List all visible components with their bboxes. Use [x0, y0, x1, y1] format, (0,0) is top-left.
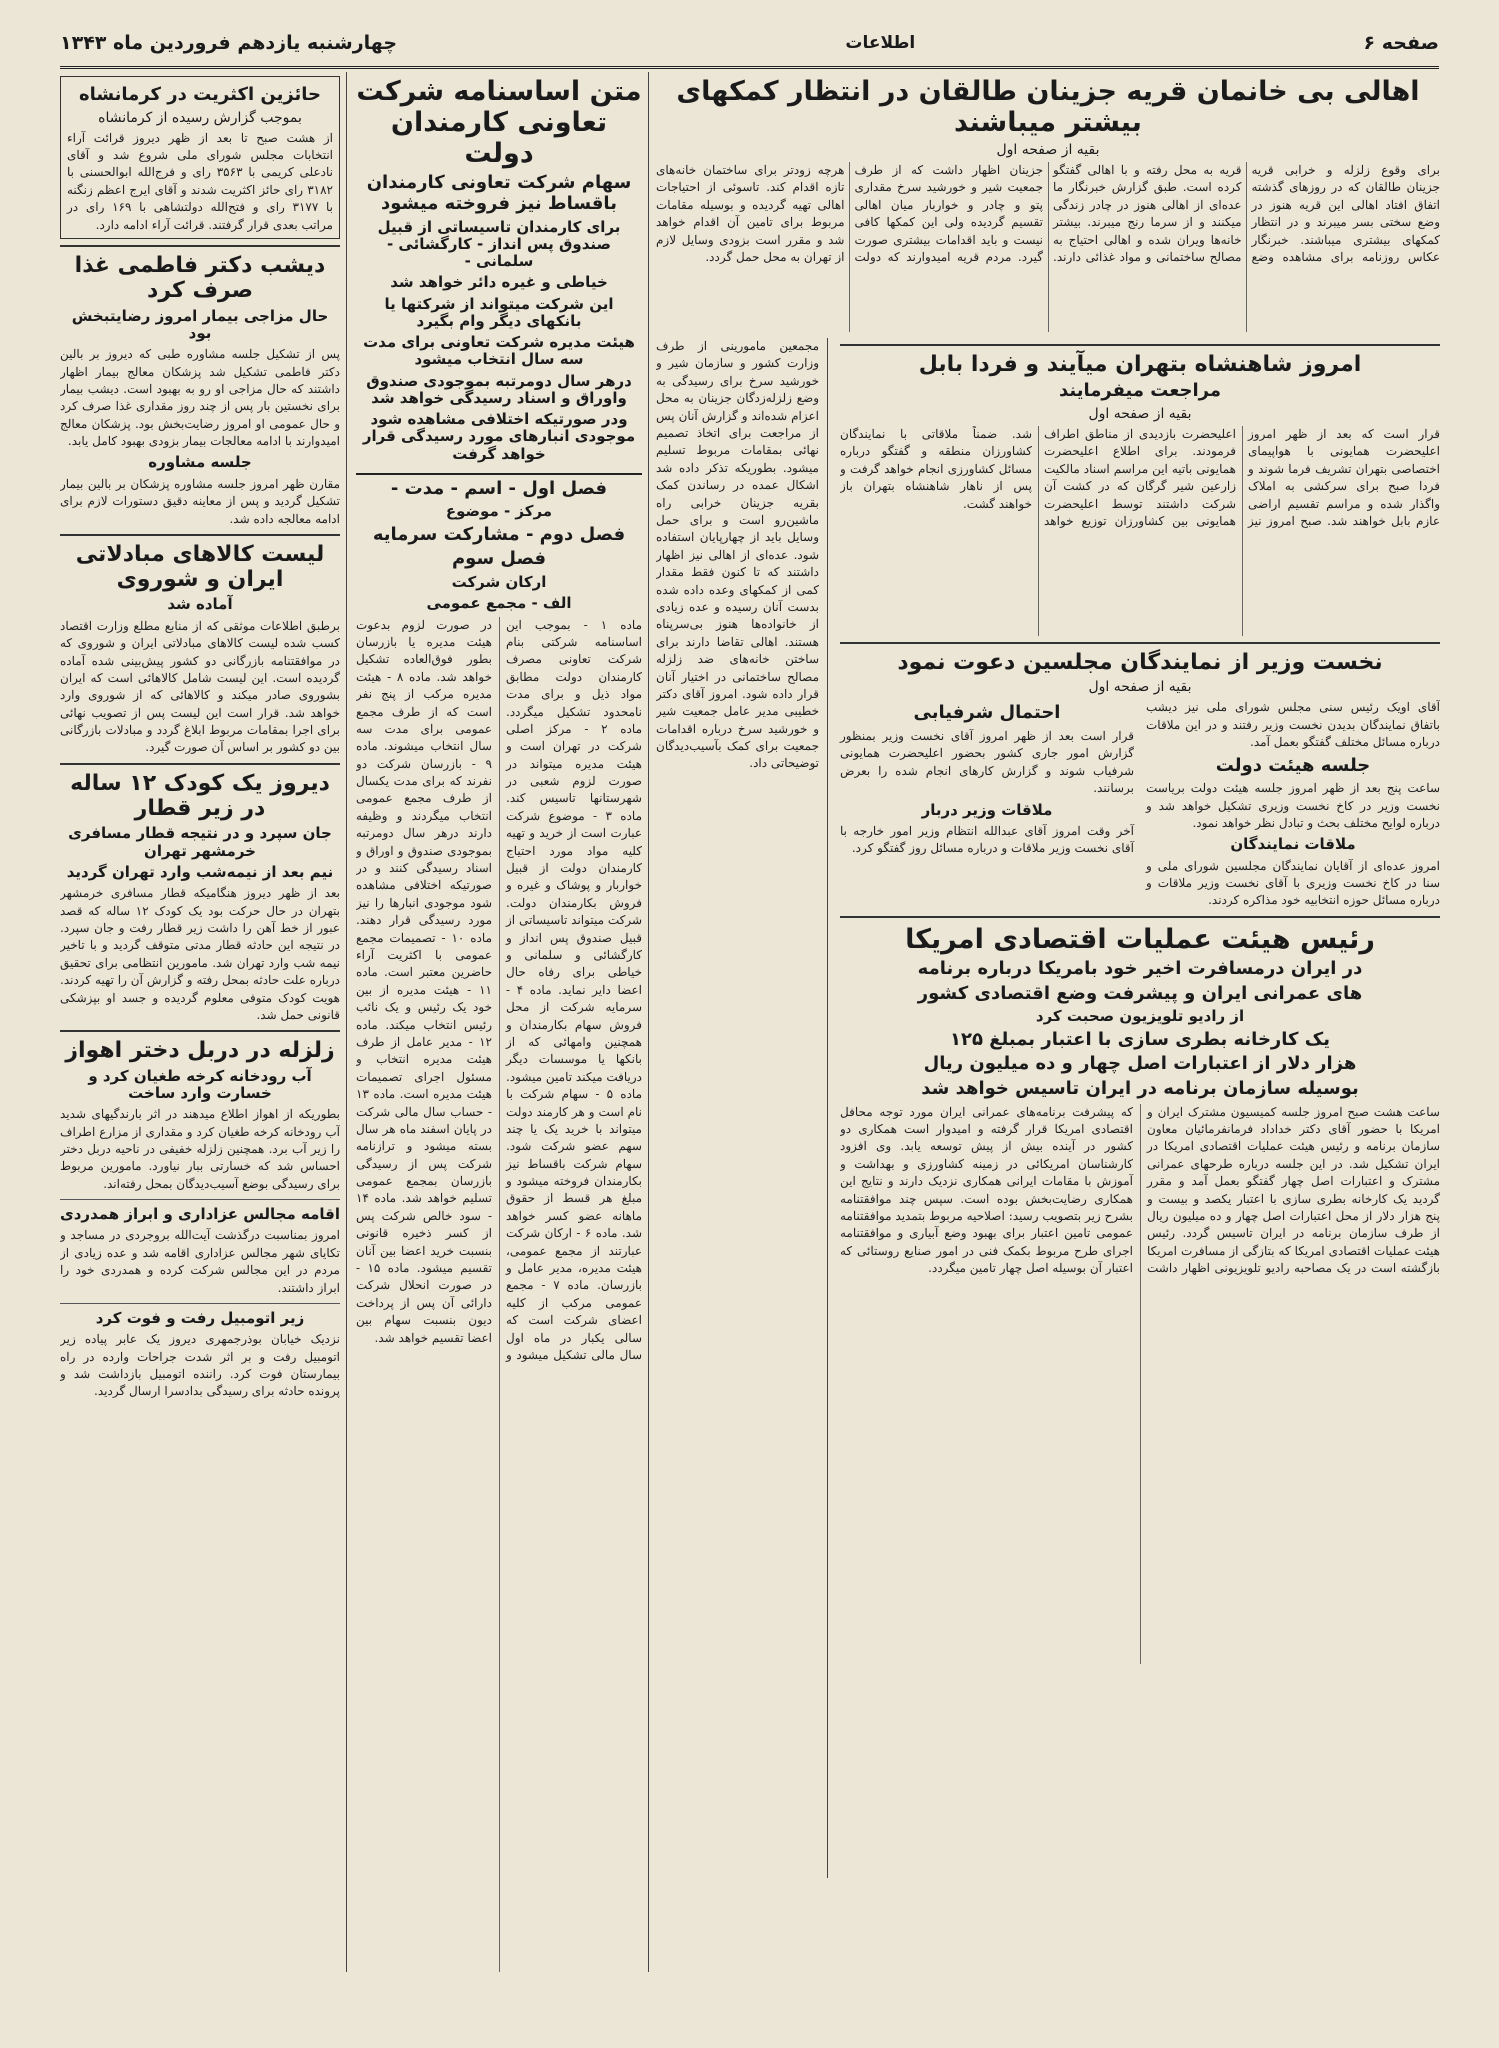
shah-continued: بقیه از صفحه اول	[1088, 406, 1192, 423]
coop-sub-3: خیاطی و غیره دائر خواهد شد	[390, 273, 608, 292]
fatemi-headline: دیشب دکتر فاطمی غذا صرف کرد	[74, 253, 326, 304]
bus-title: زیر اتومبیل رفت و فوت کرد	[95, 1308, 305, 1327]
usa-sub-6: بوسیله سازمان برنامه در ایران تاسیس خواهد شد	[921, 1077, 1359, 1099]
coop-sub-7: ودر صورتیکه اختلافی مشاهده شود موجودی انبارهای مورد رسیدگی قرار خواهد گرفت	[362, 410, 636, 463]
child-text: بعد از ظهر دیروز هنگامیکه قطار مسافری خرمشهر بتهران در حال حرکت بود یک کودک ۱۲ ساله که قصد عبور از خط آهن را داشت زیر قطار رفت و جان سپرد. در نتیجه این حادثه قطار مدتی متوقف گردید و با تاخیر نیمه شب وارد تهران شد. مامورین انتظامی برای تحقیق درباره علت حادثه بمحل رفته و گزارش آن را تهیه کردند. هویت کودک متوفی معلوم گردیده و جسد او بپزشکی قانونی حمل شد.	[60, 886, 340, 1022]
pm-article	[840, 650, 1440, 910]
cabinet-title: جلسه هیئت دولت	[1215, 754, 1371, 776]
coop-sub-4: این شرکت میتواند از شرکتها یا بانکهای دیگر وام بگیرد	[384, 294, 614, 330]
shah-subheadline: مراجعت میفرمایند	[1058, 380, 1222, 402]
page-number: صفحه ۶	[1363, 32, 1439, 54]
kermanshah-article	[60, 76, 340, 239]
coop-sub-6: درهر سال دومرتبه بموجودی صندوق واوراق و اسناد رسیدگی خواهد شد	[366, 371, 632, 407]
usa-sub-5: هزار دلار از اعتبارات اصل چهار و ده میلیون ریال	[923, 1053, 1357, 1075]
fatemi-sub: حال مزاجی بیمار امروز رضایتبخش بود	[71, 306, 329, 342]
ahvaz-headline: زلزله در دربل دختر اهواز	[65, 1038, 335, 1064]
ahvaz-sub: آب رودخانه کرخه طغیان کرد و خسارت وارد ساخت	[88, 1066, 312, 1102]
mourning-title: اقامه مجالس عزاداری و ابراز همدردی	[60, 1205, 340, 1224]
usa-article	[840, 924, 1440, 1664]
trade-headline: لیست کالاهای مبادلاتی ایران و شوروی	[75, 541, 325, 593]
coop-headline: متن اساسنامه شرکت تعاونی کارمندان دولت	[356, 76, 642, 170]
shah-headline: امروز شاهنشاه بتهران میآیند و فردا بابل	[918, 352, 1362, 378]
meeting-title: ملاقات نمایندگان	[1230, 835, 1356, 854]
kermanshah-sub: بموجب گزارش رسیده از کرمانشاه	[98, 109, 302, 126]
traffic-accident-article	[60, 1310, 340, 1401]
usa-sub-2: های عمرانی ایران و پیشرفت وضع اقتصادی کشور	[917, 982, 1363, 1004]
jazinan-continued: بقیه از صفحه اول	[996, 142, 1100, 159]
reception-text: قرار است بعد از ظهر امروز آقای نخست وزیر بمنظور گزارش امور جاری کشور بحضور اعلیحضرت همایونی شرفیاب شوند و گزارش کارهای انجام شده را بعرض برسانند.	[840, 729, 1134, 796]
jazinan-text: برای وقوع زلزله و خرابی قریه جزینان طالقان که در روزهای گذشته اتفاق افتاد اهالی این قریه هنوز در وضع سختی بسر میبرند و در انتظار کمکهای بیشتری میباشند. خبرنگار عکاس روزنامه برای مشاهده وضع قریه به محل رفته و با اهالی گفتگو کرده است. طبق گزارش خبرنگار ما عده‌ای از اهالی هنوز در چادر زندگی میکنند و از سرما رنج میبرند. بیشتر خانه‌ها ویران شده و اهالی احتیاج به مصالح ساختمانی و مواد غذائی دارند. جزینان اظهار داشت که از طرف جمعیت شیر و خورشید سرخ مقداری پتو و چادر و خواربار میان اهالی تقسیم گردیده ولی این کمکها کافی نیست و باید اقدامات بیشتری صورت گیرد. مردم قریه امیدوارند که دولت هرچه زودتر برای ساختمان خانه‌های تازه اقدام کند. تاسوئی از احتیاجات اهالی تهیه گردیده و بوسیله مقامات مربوط برای تامین آن اقدام خواهد شد و مقرر است بزودی وسایل لازم از تهران به محل حمل گردد.	[656, 163, 1440, 265]
minister-title: ملاقات وزیر دربار	[921, 800, 1053, 819]
column-divider	[346, 72, 347, 1972]
chapter-3-sub: ارکان شرکت	[451, 573, 547, 592]
usa-sub-1: در ایران درمسافرت اخیر خود بامریکا درباره برنامه	[917, 957, 1363, 979]
chapter-2-title: فصل دوم - مشارکت سرمایه	[372, 523, 626, 545]
trade-text: برطبق اطلاعات موثقی که از منابع مطلع وزارت اقتصاد کسب شده لیست کالاهای مبادلاتی ایران و شوروی که در موافقتنامه بازرگانی دو کشور پیش‌بینی شده آماده گردیده است. این لیست شامل کالاهائی است که ایران بشوروی صادر میکند و کالاهائی که از شوروی وارد خواهد شد. قرار است این لیست پس از تصویب نهائی برای اجرا بمقامات مربوط ابلاغ گردد و مبادلات بازرگانی بین دو کشور بر اساس آن صورت گیرد.	[60, 618, 340, 755]
ahvaz-text: بطوریکه از اهواز اطلاع میدهند در اثر بارندگیهای شدید آب رودخانه کرخه طغیان کرد و مقداری از مزارع اطراف را زیر آب برد. همچنین زلزله خفیفی در ناحیه دربل دختر احساس شد که خسارتی ببار نیاورد. مامورین مربوط برای رسیدگی بوضع آسیب‌دیدگان بمحل رفته‌اند.	[60, 1107, 340, 1191]
usa-text: ساعت هشت صبح امروز جلسه کمیسیون مشترک ایران و امریکا با حضور آقای دکتر خداداد فرمانفرمائیان معاون سازمان برنامه و رئیس هیئت عملیات اقتصادی امریکا در ایران تشکیل شد. در این جلسه درباره طرحهای عمرانی مشترک و اعتبارات اصل چهار گفتگو بعمل آمد و مقرر گردید یک کارخانه بطری سازی با اعتبار یکصد و بیست و پنج هزار دلار از محل اعتبارات اصل چهار و ده میلیون ریال از طرف سازمان برنامه در ایران تاسیس گردد. رئیس هیئت عملیات اقتصادی امریکا که بتازگی از مسافرت امریکا بازگشته است در یک مصاحبه رادیو تلویزیونی اظهار داشت که پیشرفت برنامه‌های عمرانی ایران مورد توجه محافل اقتصادی امریکا قرار گرفته و امیدوار است همکاری دو کشور در آینده بیش از پیش توسعه یابد. وی افزود کارشناسان امریکائی در زمینه کشاورزی و بهداشت و آموزش با مقامات ایرانی همکاری نزدیک دارند و نتایج این همکاری رضایت‌بخش بوده است. سپس چند موافقتنامه بشرح زیر بتصویب رسید: اصلاحیه مربوط بتمدید موافقتنامه عمومی تامین اعتبار برای بهبود وضع آبیاری و موافقتنامه اجرای طرح مربوط بکمک فنی در امور صنایع روستائی که اعتبار آن بوسیله اصل چهار تامین میگردد.	[840, 1104, 1440, 1276]
mourning-article	[60, 1206, 340, 1297]
usa-sub-4: یک کارخانه بطری سازی با اعتبار بمبلغ ۱۲۵	[950, 1028, 1330, 1050]
child-accident-article	[60, 771, 340, 1024]
consult-title: جلسه مشاوره	[148, 453, 252, 472]
trade-sub: آماده شد	[167, 595, 233, 614]
column-divider	[648, 72, 649, 1972]
trade-article	[60, 542, 340, 757]
pm-text: آقای اویک رئیس سنی مجلس شورای ملی نیز دیشب باتفاق نمایندگان بدیدن نخست وزیر رفتند و در این ملاقات درباره مسائل مختلف گفتگو بعمل آمد.	[1146, 700, 1440, 750]
jazinan-article	[656, 76, 1440, 332]
kermanshah-text: از هشت صبح تا بعد از ظهر دیروز قرائت آراء انتخابات مجلس شورای ملی شروع شد و آقای نادعلی کریمی با ۳۵۶۳ رای و فرج‌الله ابوالحسنی با ۳۱۸۲ رای حائز اکثریت شدند و آقای ایرج اعظم زنگنه با ۳۱۷۷ رای و فتح‌الله دولتشاهی با ۱۶۹ رای در مراتب بعدی قرار گرفتند. قرائت آراء ادامه دارد.	[67, 130, 333, 232]
chapter-1-sub: مرکز - موضوع	[445, 502, 553, 521]
coop-bylaws-text: ماده ۱ - بموجب این اساسنامه شرکتی بنام شرکت تعاونی مصرف کارمندان دولت مطابق مواد ذیل و برای مدت نامحدود تشکیل میگردد. ماده ۲ - مرکز اصلی شرکت در تهران است و هیئت مدیره میتواند در صورت لزوم شعبی در شهرستانها تاسیس کند. ماده ۳ - موضوع شرکت عبارت است از خرید و تهیه کلیه مواد مورد احتیاج کارمندان دولت از قبیل خواربار و پوشاک و غیره و فروش بکارمندان دولت. شرکت میتواند تاسیساتی از قبیل صندوق پس انداز و کارگشائی و سلمانی و خیاطی برای رفاه حال اعضا دایر نماید. ماده ۴ - سرمایه شرکت از محل فروش سهام بکارمندان و همچنین وامهائی که از بانکها یا موسسات دیگر دریافت میکند تامین میشود. ماده ۵ - سهام شرکت با نام است و هر کارمند دولت میتواند با خرید یک یا چند سهم عضو شرکت شود. سهام شرکت باقساط نیز بکارمندان فروخته میشود و مبلغ هر قسط از حقوق ماهانه عضو کسر خواهد شد. ماده ۶ - ارکان شرکت عبارتند از مجمع عمومی، هیئت مدیره، مدیر عامل و بازرسان. ماده ۷ - مجمع عمومی مرکب از کلیه اعضای شرکت است که سالی یکبار در ماه اول سال مالی تشکیل میشود و در صورت لزوم بدعوت هیئت مدیره یا بازرسان بطور فوق‌العاده تشکیل خواهد شد. ماده ۸ - هیئت مدیره مرکب از پنج نفر است که از طرف مجمع عمومی برای مدت سه سال انتخاب میشوند. ماده ۹ - بازرسان شرکت دو نفرند که برای مدت یکسال از طرف مجمع عمومی انتخاب میگردند و وظیفه دارند درهر سال دومرتبه بموجودی صندوق و اوراق و اسناد رسیدگی کنند و در صورتیکه اختلافی مشاهده شود موجودی انبارها را نیز مورد رسیدگی قرار دهند. ماده ۱۰ - تصمیمات مجمع عمومی با اکثریت آراء حاضرین معتبر است. ماده ۱۱ - هیئت مدیره از بین خود یک رئیس و یک نائب رئیس انتخاب میکند. ماده ۱۲ - مدیر عامل از طرف هیئت مدیره انتخاب و مسئول اجرای تصمیمات هیئت مدیره است. ماده ۱۳ - حساب سال مالی شرکت در پایان اسفند ماه هر سال بسته میشود و ترازنامه شرکت پس از رسیدگی بازرسان بمجمع عمومی تسلیم خواهد شد. ماده ۱۴ - سود خالص شرکت پس از کسر ذخیره قانونی بنسبت خرید اعضا بین آنان تقسیم میشود. ماده ۱۵ - در صورت انحلال شرکت دارائی آن پس از پرداخت دیون بنسبت سهام بین اعضا تقسیم خواهد شد.	[356, 617, 642, 1362]
coop-sub-2: برای کارمندان تاسیساتی از قبیل صندوق پس انداز - کارگشائی - سلمانی -	[377, 217, 621, 271]
kermanshah-headline: حائزین اکثریت در کرمانشاه	[78, 84, 322, 105]
coop-sub-1: سهام شرکت تعاونی کارمندان باقساط نیز فروخته میشود	[366, 172, 632, 214]
child-sub-2: نیم بعد از نیمه‌شب وارد تهران گردید	[66, 862, 334, 881]
child-headline: دیروز یک کودک ۱۲ ساله در زیر قطار	[70, 770, 330, 822]
left-block	[60, 72, 340, 1972]
coop-sub-5: هیئت مدیره شرکت تعاونی برای مدت سه سال انتخاب میشود	[363, 333, 635, 369]
usa-headline: رئیس هیئت عملیات اقتصادی امریکا	[905, 923, 1375, 955]
ahvaz-article	[60, 1038, 340, 1193]
bus-text: نزدیک خیابان بوذرجمهری دیروز یک عابر پیاده زیر اتومبیل رفت و بر اثر شدت جراحات وارده در راه بیمارستان فوت کرد. راننده اتومبیل بازداشت شد و پرونده حادثه برای رسیدگی بدادسرا ارسال گردید.	[60, 1332, 340, 1399]
center-block	[356, 72, 642, 1972]
minister-text: آخر وقت امروز آقای عبدالله انتظام وزیر امور خارجه با آقای نخست وزیر ملاقات و درباره مسائل روز گفتگو کرد.	[840, 823, 1134, 856]
right-block	[656, 72, 1440, 1972]
mourning-text: امروز بمناسبت درگذشت آیت‌الله بروجردی در مساجد و تکایای شهر مجالس عزاداری اقامه شد و عده زیادی از مردم در این مجالس شرکت کرده و همدردی خود را ابراز داشتند.	[60, 1228, 340, 1295]
pm-continued: بقیه از صفحه اول	[1088, 679, 1192, 696]
jazinan-headline: اهالی بی خانمان قریه جزینان طالقان در انتظار کمکهای بیشتر میباشند	[676, 76, 1420, 139]
pm-headline: نخست وزیر از نمایندگان مجلسین دعوت نمود	[897, 650, 1383, 676]
cabinet-text: ساعت پنج بعد از ظهر امروز جلسه هیئت دولت بریاست نخست وزیر در کاخ نخست وزیری تشکیل خواهد شد و درباره لوایح مختلف بحث و تبادل نظر خواهد نمود.	[1146, 781, 1440, 831]
masthead	[60, 20, 1439, 69]
reception-title: احتمال شرفیابی	[913, 702, 1061, 724]
chapter-3-title: فصل سوم	[451, 548, 547, 570]
shah-article	[840, 352, 1440, 636]
consult-text: مقارن ظهر امروز جلسه مشاوره پزشکان بر بالین بیمار تشکیل گردید و پس از معاینه دقیق دستورات لازم برای ادامه معالجه داده شد.	[60, 476, 340, 526]
chapter-1-title: فصل اول - اسم - مدت -	[390, 477, 608, 499]
issue-date: چهارشنبه یازدهم فروردین ماه ۱۳۴۳	[60, 32, 398, 54]
child-sub-1: جان سپرد و در نتیجه قطار مسافری خرمشهر تهران	[68, 824, 332, 860]
fatemi-text: پس از تشکیل جلسه مشاوره طبی که دیروز بر بالین دکتر فاطمی تشکیل شد پزشکان معالج بیمار اظهار داشتند که حال مزاجی او رو به بهبود است. دیشب بیمار برای نخستین بار پس از چند روز مقداری غذا صرف کرد و حال عمومی او امروز رضایت‌بخش بود. پزشکان معالج امیدوارند با ادامه معالجات بیمار بزودی بهبود کامل یابد.	[60, 347, 340, 449]
jazinan-continuation-text: مجمعین مامورینی از طرف وزارت کشور و سازمان شیر و خورشید سرخ برای رسیدگی به وضع زلزله‌زدگان جزینان به محل اعزام شده‌اند و گزارش آنان پس از مراجعت برای اتخاذ تصمیم نهائی بمقامات مربوط تسلیم میشود. بطوریکه تذکر داده شد اشکال عمده در رساندن کمک بقریه جزینان خرابی راه ماشین‌رو است و برای حمل وسایل باید از چهارپایان استفاده شود. عده‌ای از اهالی نیز اظهار داشتند که تا کنون فقط مقدار کمی از کمکهای وعده داده شده بدست آنان رسیده و عده زیادی از خانواده‌ها هنوز بی‌سرپناه هستند. اهالی تقاضا دارند برای ساختن خانه‌های ضد زلزله مصالح ساختمانی در اختیار آنان قرار داده شود. امروز آقای دکتر خطیبی مدیر عامل جمعیت شیر و خورشید سرخ درباره اقدامات جمعیت برای کمک بآسیب‌دیدگان توضیحاتی داد.	[656, 339, 819, 771]
general-assembly-title: الف - مجمع عمومی	[426, 594, 572, 613]
meeting-text: امروز عده‌ای از آقایان نمایندگان مجلسین شورای ملی و سنا در کاخ نخست وزیری با آقای نخست وزیر ملاقات و درباره مسائل حوزه انتخابیه خود مذاکره کردند.	[1146, 858, 1440, 908]
usa-sub-3: از رادیو تلویزیون صحبت کرد	[1035, 1007, 1245, 1026]
shah-text: قرار است که بعد از ظهر امروز اعلیحضرت همایونی با هواپیمای اختصاصی بتهران تشریف فرما شوند و فردا صبح برای سرکشی به املاک واگذار شده و مراسم تقسیم اراضی عازم بابل خواهند شد. صبح امروز نیز اعلیحضرت بازدیدی از مناطق اطراف فرمودند. برای اطلاع اعلیحضرت همایونی باتیه این مراسم اسناد مالکیت زارعین شیر گرگان که در کشت آن شرکت داشتند توسط اعلیحضرت همایونی بین کشاورزان توزیع خواهد شد. ضمناً ملاقاتی با نمایندگان کشاورزان منطقه و گفتگو درباره مسائل کشاورزی انجام خواهد گرفت و پس از ناهار شاهنشاه بتهران باز خواهند گشت.	[840, 427, 1440, 529]
paper-name: اطلاعات	[845, 33, 916, 53]
fatemi-article	[60, 253, 340, 528]
